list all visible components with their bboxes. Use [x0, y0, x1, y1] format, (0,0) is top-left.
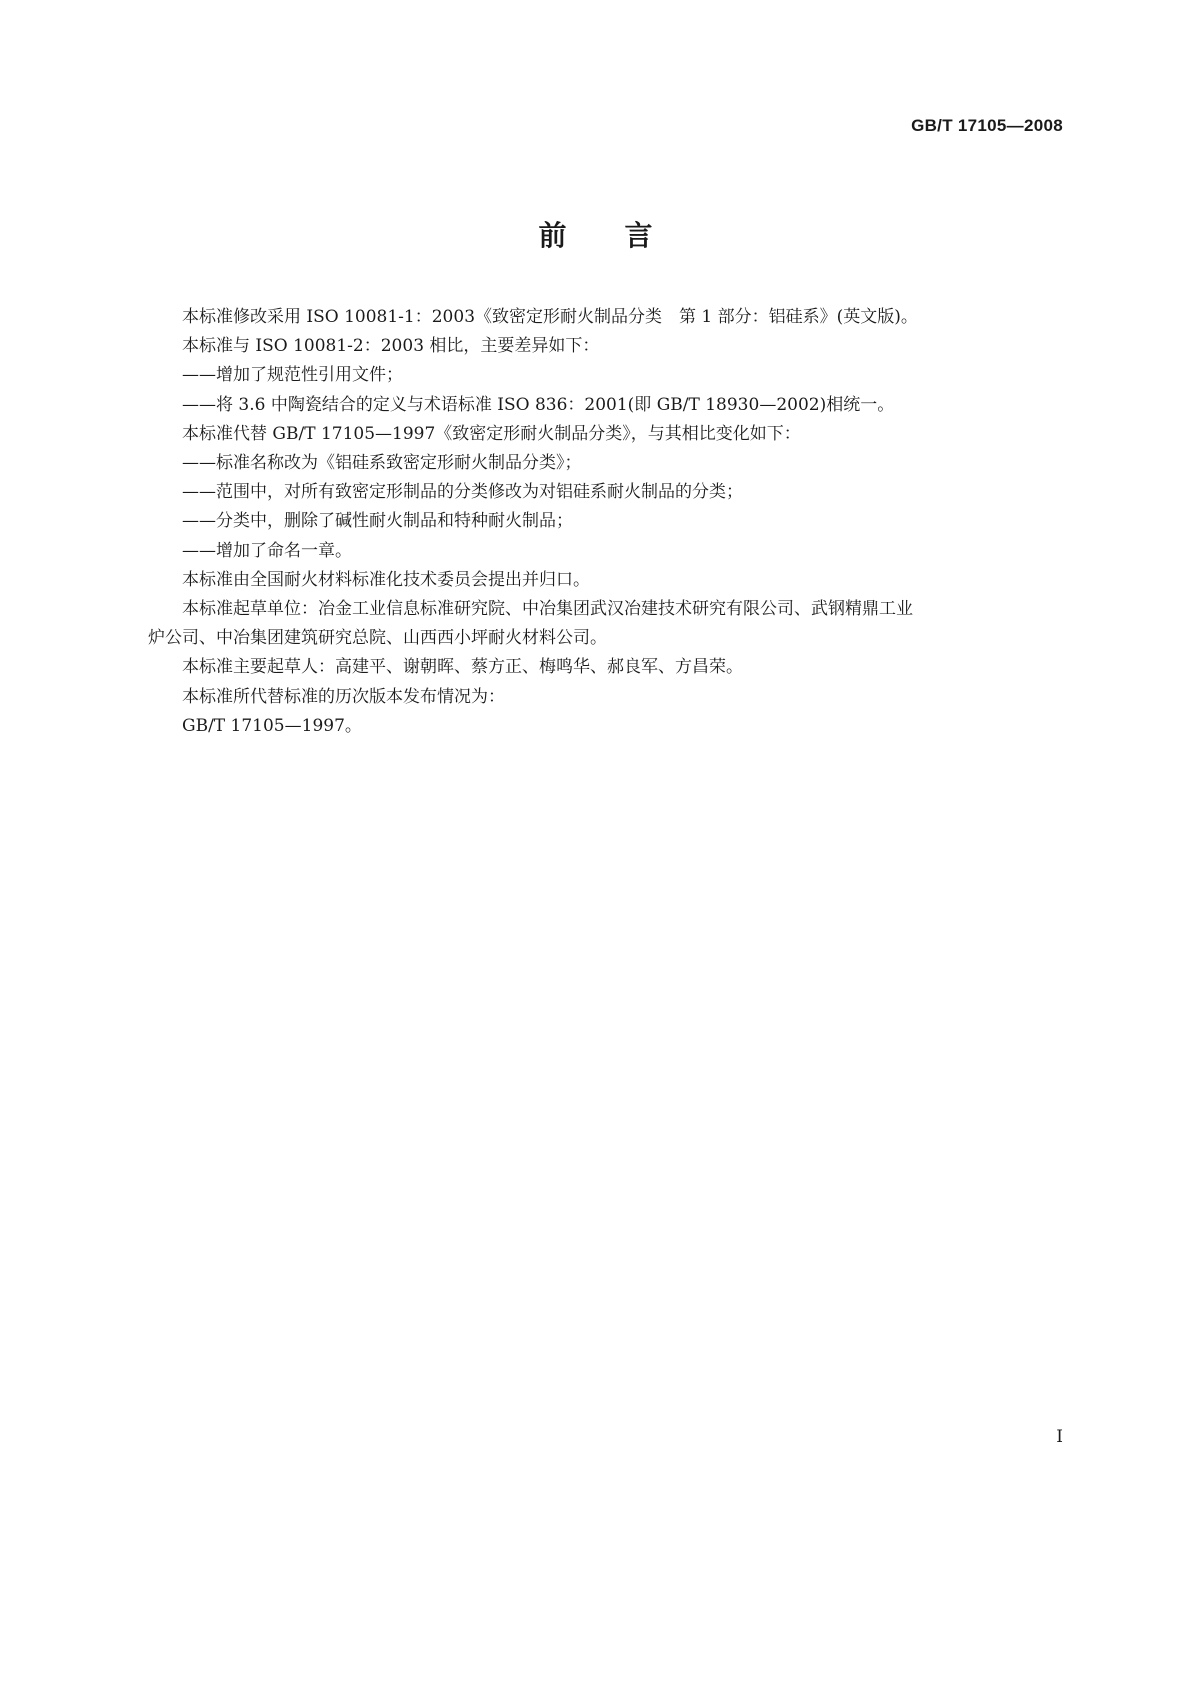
paragraph-previous-edition: GB/T 17105—1997。 — [182, 715, 362, 736]
page-title — [0, 214, 1191, 254]
list-item-difference-1: ——增加了规范性引用文件； — [182, 365, 403, 386]
list-item-difference-2: ——将 3.6 中陶瓷结合的定义与术语标准 ISO 836：2001(即 GB/T 18930—2002)相统一。 — [182, 394, 895, 415]
paragraph-proposer: 本标准由全国耐火材料标准化技术委员会提出并归口。 — [182, 569, 590, 590]
list-item-change-2: ——范围中，对所有致密定形制品的分类修改为对铝硅系耐火制品的分类； — [182, 482, 743, 503]
list-item-change-3: ——分类中，删除了碱性耐火制品和特种耐火制品； — [182, 511, 573, 532]
drafting-units-line-2: 炉公司、中冶集团建筑研究总院、山西西小坪耐火材料公司。 — [148, 628, 607, 649]
title-char-1: 前 — [538, 219, 567, 252]
page-number: I — [1056, 1427, 1063, 1447]
foreword-body — [148, 303, 1068, 741]
paragraph-drafters: 本标准主要起草人：高建平、谢朝晖、蔡方正、梅鸣华、郝良军、方昌荣。 — [182, 657, 743, 678]
standard-number: GB/T 17105—2008 — [911, 116, 1063, 135]
paragraph-differences-intro: 本标准与 ISO 10081-2：2003 相比，主要差异如下： — [182, 336, 600, 357]
list-item-change-1: ——标准名称改为《铝硅系致密定形耐火制品分类》； — [182, 453, 582, 474]
paragraph-replacement: 本标准代替 GB/T 17105—1997《致密定形耐火制品分类》，与其相比变化如下： — [182, 423, 801, 444]
paragraph-adoption: 本标准修改采用 ISO 10081-1：2003《致密定形耐火制品分类 第 1 部分：铝硅系》(英文版)。 — [182, 307, 918, 327]
paragraph-drafting-units — [148, 595, 1068, 653]
title-char-2: 言 — [624, 219, 653, 252]
list-item-change-4: ——增加了命名一章。 — [182, 540, 352, 561]
paragraph-version-history: 本标准所代替标准的历次版本发布情况为： — [182, 686, 505, 707]
drafting-units-line-1: 本标准起草单位：冶金工业信息标准研究院、中冶集团武汉冶建技术研究有限公司、武钢精鼎工业 — [182, 599, 913, 620]
